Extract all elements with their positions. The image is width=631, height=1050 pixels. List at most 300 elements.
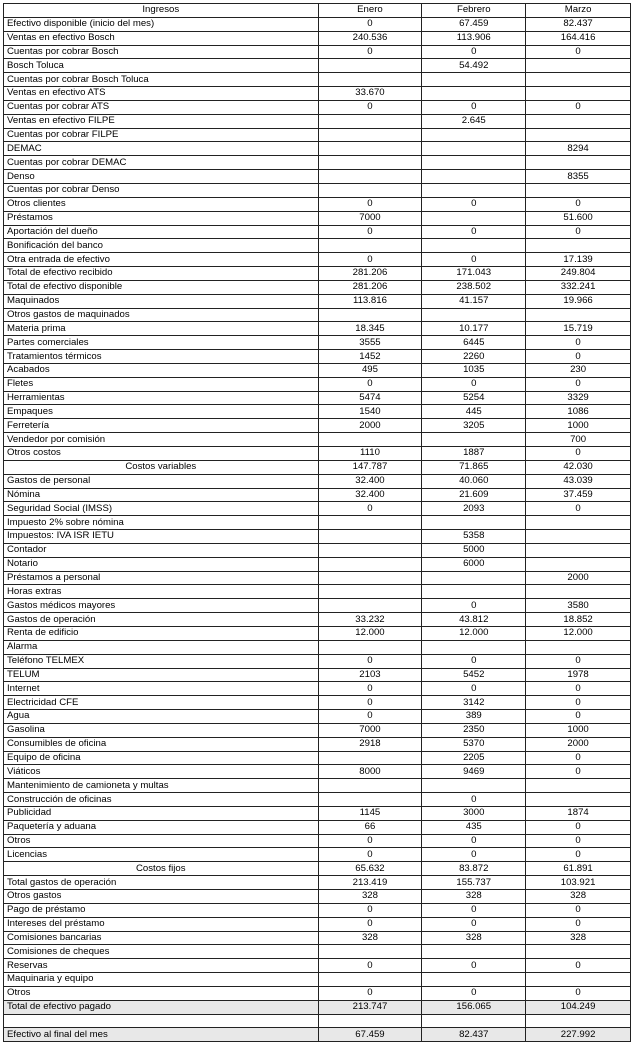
table-row: [4, 87, 631, 101]
table-row: [4, 170, 631, 184]
cell-febrero: 6445: [422, 336, 526, 350]
cell-febrero: 445: [422, 405, 526, 419]
cell-enero: [318, 543, 422, 557]
cell-febrero: 0: [422, 100, 526, 114]
cell-enero: 1145: [318, 806, 422, 820]
row-label: Gastos de personal: [4, 474, 319, 488]
table-row: [4, 973, 631, 987]
cell-marzo: [526, 585, 631, 599]
cell-enero: [318, 640, 422, 654]
cell-marzo: 0: [526, 225, 631, 239]
cell-marzo: 17.139: [526, 253, 631, 267]
row-label: Teléfono TELMEX: [4, 654, 319, 668]
table-row: [4, 571, 631, 585]
row-label: Nómina: [4, 488, 319, 502]
row-label: Denso: [4, 170, 319, 184]
cell-enero: 0: [318, 710, 422, 724]
row-label: Ventas en efectivo Bosch: [4, 31, 319, 45]
table-row: [4, 17, 631, 31]
cell-febrero: 328: [422, 890, 526, 904]
cell-enero: [318, 239, 422, 253]
row-label: Construcción de oficinas: [4, 793, 319, 807]
cell-marzo: [526, 183, 631, 197]
cell-marzo: 230: [526, 363, 631, 377]
table-row: [4, 142, 631, 156]
cell-enero: 0: [318, 834, 422, 848]
cell-febrero: 2260: [422, 350, 526, 364]
cell-febrero: [422, 973, 526, 987]
table-row: [4, 114, 631, 128]
header-enero: Enero: [318, 4, 422, 18]
cell-marzo: [526, 793, 631, 807]
row-label: Alarma: [4, 640, 319, 654]
table-row: [4, 530, 631, 544]
cell-marzo: 328: [526, 931, 631, 945]
cell-enero: 0: [318, 197, 422, 211]
cell-febrero: 3142: [422, 696, 526, 710]
row-label: Efectivo al final del mes: [4, 1028, 319, 1042]
cell-marzo: 8294: [526, 142, 631, 156]
cell-marzo: 0: [526, 654, 631, 668]
cell-marzo: [526, 73, 631, 87]
table-row: [4, 308, 631, 322]
table-row: [4, 391, 631, 405]
cell-febrero: 0: [422, 793, 526, 807]
row-label: Total de efectivo recibido: [4, 267, 319, 281]
table-row: [4, 45, 631, 59]
row-label: Empaques: [4, 405, 319, 419]
cell-marzo: 2000: [526, 571, 631, 585]
row-label: Paquetería y aduana: [4, 820, 319, 834]
cell-marzo: 1978: [526, 668, 631, 682]
cell-marzo: 0: [526, 959, 631, 973]
cell-enero: 12.000: [318, 626, 422, 640]
cell-marzo: [526, 543, 631, 557]
table-row: [4, 294, 631, 308]
table-row: [4, 1028, 631, 1042]
table-row: [4, 765, 631, 779]
cell-enero: [318, 142, 422, 156]
row-label: Ferretería: [4, 419, 319, 433]
cell-enero: [318, 530, 422, 544]
cell-enero: 32.400: [318, 474, 422, 488]
row-label: Mantenimiento de camioneta y multas: [4, 779, 319, 793]
table-row: [4, 488, 631, 502]
cell-enero: 1540: [318, 405, 422, 419]
cell-enero: 495: [318, 363, 422, 377]
cell-febrero: 9469: [422, 765, 526, 779]
table-row: [4, 696, 631, 710]
cell-enero: [318, 793, 422, 807]
cell-febrero: [422, 239, 526, 253]
cell-marzo: 0: [526, 696, 631, 710]
table-row: [4, 502, 631, 516]
cell-marzo: 42.030: [526, 460, 631, 474]
cell-enero: [318, 557, 422, 571]
cell-marzo: 19.966: [526, 294, 631, 308]
cell-marzo: [526, 973, 631, 987]
cell-enero: 0: [318, 17, 422, 31]
table-row: [4, 267, 631, 281]
row-label: Licencias: [4, 848, 319, 862]
cell-marzo: [526, 640, 631, 654]
table-row: [4, 239, 631, 253]
cell-febrero: 54.492: [422, 59, 526, 73]
cell-febrero: 2205: [422, 751, 526, 765]
cell-febrero: 12.000: [422, 626, 526, 640]
cell-marzo: 0: [526, 100, 631, 114]
cell-febrero: 5370: [422, 737, 526, 751]
table-row: [4, 211, 631, 225]
cell-febrero: 10.177: [422, 322, 526, 336]
row-label: Ventas en efectivo FILPE: [4, 114, 319, 128]
cell-marzo: 61.891: [526, 862, 631, 876]
cell-febrero: 0: [422, 986, 526, 1000]
cell-febrero: 238.502: [422, 280, 526, 294]
cell-enero: [318, 433, 422, 447]
cell-enero: 0: [318, 986, 422, 1000]
table-row: [4, 654, 631, 668]
table-row: [4, 862, 631, 876]
row-label: Gastos médicos mayores: [4, 599, 319, 613]
cell-febrero: 40.060: [422, 474, 526, 488]
cell-marzo: 0: [526, 682, 631, 696]
row-label: Reservas: [4, 959, 319, 973]
cell-enero: 5474: [318, 391, 422, 405]
cell-marzo: 0: [526, 350, 631, 364]
row-label: Aportación del dueño: [4, 225, 319, 239]
cell-febrero: [422, 585, 526, 599]
row-label: Otros clientes: [4, 197, 319, 211]
cell-marzo: 3580: [526, 599, 631, 613]
row-label: Consumibles de oficina: [4, 737, 319, 751]
header-marzo: Marzo: [526, 4, 631, 18]
row-label: Costos variables: [4, 460, 319, 474]
cell-enero: [318, 751, 422, 765]
cell-febrero: 155.737: [422, 876, 526, 890]
cell-marzo: [526, 128, 631, 142]
cell-enero: 0: [318, 502, 422, 516]
table-row: [4, 890, 631, 904]
cell-enero: 33.232: [318, 613, 422, 627]
cell-enero: [318, 973, 422, 987]
cell-enero: 2103: [318, 668, 422, 682]
cell-febrero: 5452: [422, 668, 526, 682]
table-row: [4, 156, 631, 170]
table-row: [4, 1014, 631, 1028]
row-label: Fletes: [4, 377, 319, 391]
cell-enero: 0: [318, 253, 422, 267]
table-row: [4, 280, 631, 294]
row-label: Otros gastos de maquinados: [4, 308, 319, 322]
cell-marzo: 43.039: [526, 474, 631, 488]
cell-enero: 7000: [318, 211, 422, 225]
cell-enero: [318, 1014, 422, 1028]
cell-marzo: [526, 114, 631, 128]
cell-enero: 328: [318, 931, 422, 945]
cell-marzo: 0: [526, 834, 631, 848]
row-label: Total de efectivo disponible: [4, 280, 319, 294]
row-label: Préstamos a personal: [4, 571, 319, 585]
table-row: [4, 613, 631, 627]
cell-febrero: [422, 156, 526, 170]
row-label: Horas extras: [4, 585, 319, 599]
row-label: Otros gastos: [4, 890, 319, 904]
header-ingresos: Ingresos: [4, 4, 319, 18]
cell-febrero: [422, 1014, 526, 1028]
row-label: Renta de edificio: [4, 626, 319, 640]
cell-marzo: 2000: [526, 737, 631, 751]
cell-enero: 0: [318, 682, 422, 696]
table-row: [4, 336, 631, 350]
table-row: [4, 737, 631, 751]
cell-febrero: 1035: [422, 363, 526, 377]
cell-marzo: [526, 308, 631, 322]
cell-enero: 281.206: [318, 267, 422, 281]
cell-marzo: 51.600: [526, 211, 631, 225]
table-row: [4, 197, 631, 211]
row-label: Publicidad: [4, 806, 319, 820]
cell-febrero: 6000: [422, 557, 526, 571]
row-label: Gastos de operación: [4, 613, 319, 627]
row-label: Efectivo disponible (inicio del mes): [4, 17, 319, 31]
table-row: [4, 626, 631, 640]
cell-enero: 33.670: [318, 87, 422, 101]
table-row: [4, 377, 631, 391]
cell-enero: 67.459: [318, 1028, 422, 1042]
cell-marzo: 0: [526, 986, 631, 1000]
table-row: [4, 640, 631, 654]
cell-enero: [318, 945, 422, 959]
row-label: Electricidad CFE: [4, 696, 319, 710]
row-label: Cuentas por cobrar Bosch Toluca: [4, 73, 319, 87]
row-label: Cuentas por cobrar ATS: [4, 100, 319, 114]
cell-marzo: 1086: [526, 405, 631, 419]
header-febrero: Febrero: [422, 4, 526, 18]
cell-febrero: [422, 433, 526, 447]
table-row: [4, 585, 631, 599]
cell-marzo: [526, 557, 631, 571]
table-row: [4, 959, 631, 973]
cell-febrero: 0: [422, 377, 526, 391]
cell-febrero: 71.865: [422, 460, 526, 474]
cell-enero: 65.632: [318, 862, 422, 876]
table-row: [4, 917, 631, 931]
cell-enero: 2000: [318, 419, 422, 433]
cell-enero: [318, 73, 422, 87]
cell-marzo: 0: [526, 820, 631, 834]
row-label: Vendedor por comisión: [4, 433, 319, 447]
table-row: [4, 834, 631, 848]
cell-enero: 281.206: [318, 280, 422, 294]
cell-enero: [318, 516, 422, 530]
cell-febrero: [422, 128, 526, 142]
row-label: Pago de préstamo: [4, 903, 319, 917]
table-row: [4, 1000, 631, 1014]
cell-febrero: 3000: [422, 806, 526, 820]
cell-marzo: 37.459: [526, 488, 631, 502]
cell-enero: 113.816: [318, 294, 422, 308]
table-row: [4, 543, 631, 557]
cell-marzo: 1000: [526, 419, 631, 433]
cell-febrero: 0: [422, 682, 526, 696]
row-label: Viáticos: [4, 765, 319, 779]
cell-enero: 32.400: [318, 488, 422, 502]
cell-marzo: 1000: [526, 723, 631, 737]
table-row: [4, 322, 631, 336]
cell-enero: [318, 183, 422, 197]
cell-marzo: 0: [526, 765, 631, 779]
row-label: Cuentas por cobrar Bosch: [4, 45, 319, 59]
cell-febrero: 0: [422, 834, 526, 848]
cell-marzo: 164.416: [526, 31, 631, 45]
cell-febrero: [422, 87, 526, 101]
row-label: Maquinaria y equipo: [4, 973, 319, 987]
cell-febrero: 2093: [422, 502, 526, 516]
cell-enero: [318, 114, 422, 128]
cell-febrero: [422, 640, 526, 654]
table-row: [4, 460, 631, 474]
cell-enero: 8000: [318, 765, 422, 779]
cell-enero: 0: [318, 45, 422, 59]
cell-marzo: 249.804: [526, 267, 631, 281]
header-row: [4, 4, 631, 18]
cell-enero: 0: [318, 903, 422, 917]
table-row: [4, 751, 631, 765]
row-label: Internet: [4, 682, 319, 696]
table-row: [4, 100, 631, 114]
cell-marzo: 332.241: [526, 280, 631, 294]
row-label: Agua: [4, 710, 319, 724]
cell-enero: [318, 59, 422, 73]
cell-enero: 18.345: [318, 322, 422, 336]
cell-febrero: 2350: [422, 723, 526, 737]
cell-marzo: [526, 156, 631, 170]
table-row: [4, 225, 631, 239]
cell-marzo: [526, 1014, 631, 1028]
row-label: Gasolina: [4, 723, 319, 737]
cell-enero: 3555: [318, 336, 422, 350]
cell-marzo: 0: [526, 502, 631, 516]
table-row: [4, 599, 631, 613]
cell-febrero: [422, 779, 526, 793]
table-row: [4, 668, 631, 682]
cell-marzo: 12.000: [526, 626, 631, 640]
cell-enero: 0: [318, 696, 422, 710]
cell-enero: 240.536: [318, 31, 422, 45]
cell-enero: 0: [318, 917, 422, 931]
cell-marzo: 0: [526, 751, 631, 765]
row-label: Impuesto 2% sobre nómina: [4, 516, 319, 530]
cell-febrero: 0: [422, 197, 526, 211]
row-label: Otros: [4, 834, 319, 848]
table-row: [4, 363, 631, 377]
row-label: Costos fijos: [4, 862, 319, 876]
cell-enero: 213.419: [318, 876, 422, 890]
table-row: [4, 447, 631, 461]
cell-marzo: 0: [526, 377, 631, 391]
cell-enero: [318, 599, 422, 613]
row-label: [4, 1014, 319, 1028]
row-label: Equipo de oficina: [4, 751, 319, 765]
table-row: [4, 945, 631, 959]
table-row: [4, 128, 631, 142]
cell-enero: 328: [318, 890, 422, 904]
cell-febrero: 5254: [422, 391, 526, 405]
row-label: DEMAC: [4, 142, 319, 156]
cell-febrero: 113.906: [422, 31, 526, 45]
cell-marzo: 0: [526, 903, 631, 917]
row-label: Herramientas: [4, 391, 319, 405]
table-row: [4, 723, 631, 737]
cell-enero: [318, 571, 422, 585]
cell-febrero: 156.065: [422, 1000, 526, 1014]
cell-marzo: 227.992: [526, 1028, 631, 1042]
cell-febrero: 83.872: [422, 862, 526, 876]
cell-febrero: 5000: [422, 543, 526, 557]
table-row: [4, 419, 631, 433]
row-label: Préstamos: [4, 211, 319, 225]
row-label: Cuentas por cobrar DEMAC: [4, 156, 319, 170]
row-label: Notario: [4, 557, 319, 571]
table-row: [4, 710, 631, 724]
cell-febrero: 0: [422, 225, 526, 239]
cell-marzo: 700: [526, 433, 631, 447]
cell-marzo: 3329: [526, 391, 631, 405]
cell-febrero: 67.459: [422, 17, 526, 31]
cell-marzo: 0: [526, 710, 631, 724]
cell-febrero: 0: [422, 959, 526, 973]
cell-febrero: 0: [422, 45, 526, 59]
cell-marzo: 8355: [526, 170, 631, 184]
cell-febrero: [422, 142, 526, 156]
cell-enero: 1452: [318, 350, 422, 364]
cell-febrero: 171.043: [422, 267, 526, 281]
cell-enero: 0: [318, 848, 422, 862]
table-row: [4, 253, 631, 267]
table-row: [4, 986, 631, 1000]
cell-febrero: 2.645: [422, 114, 526, 128]
cell-marzo: 18.852: [526, 613, 631, 627]
cell-enero: 7000: [318, 723, 422, 737]
cell-febrero: 0: [422, 917, 526, 931]
table-row: [4, 405, 631, 419]
cell-febrero: 41.157: [422, 294, 526, 308]
cell-marzo: 104.249: [526, 1000, 631, 1014]
cell-enero: [318, 128, 422, 142]
cash-flow-table: [3, 3, 631, 1042]
row-label: Comisiones de cheques: [4, 945, 319, 959]
cell-marzo: 0: [526, 848, 631, 862]
table-row: [4, 59, 631, 73]
row-label: Cuentas por cobrar FILPE: [4, 128, 319, 142]
cell-marzo: [526, 530, 631, 544]
cell-febrero: 0: [422, 848, 526, 862]
cell-febrero: 389: [422, 710, 526, 724]
cell-febrero: 0: [422, 253, 526, 267]
table-row: [4, 350, 631, 364]
row-label: Tratamientos térmicos: [4, 350, 319, 364]
table-row: [4, 433, 631, 447]
cell-febrero: 3205: [422, 419, 526, 433]
table-row: [4, 820, 631, 834]
cell-marzo: 82.437: [526, 17, 631, 31]
cell-enero: 0: [318, 100, 422, 114]
row-label: Bosch Toluca: [4, 59, 319, 73]
table-row: [4, 682, 631, 696]
cell-febrero: 0: [422, 903, 526, 917]
row-label: Comisiones bancarias: [4, 931, 319, 945]
